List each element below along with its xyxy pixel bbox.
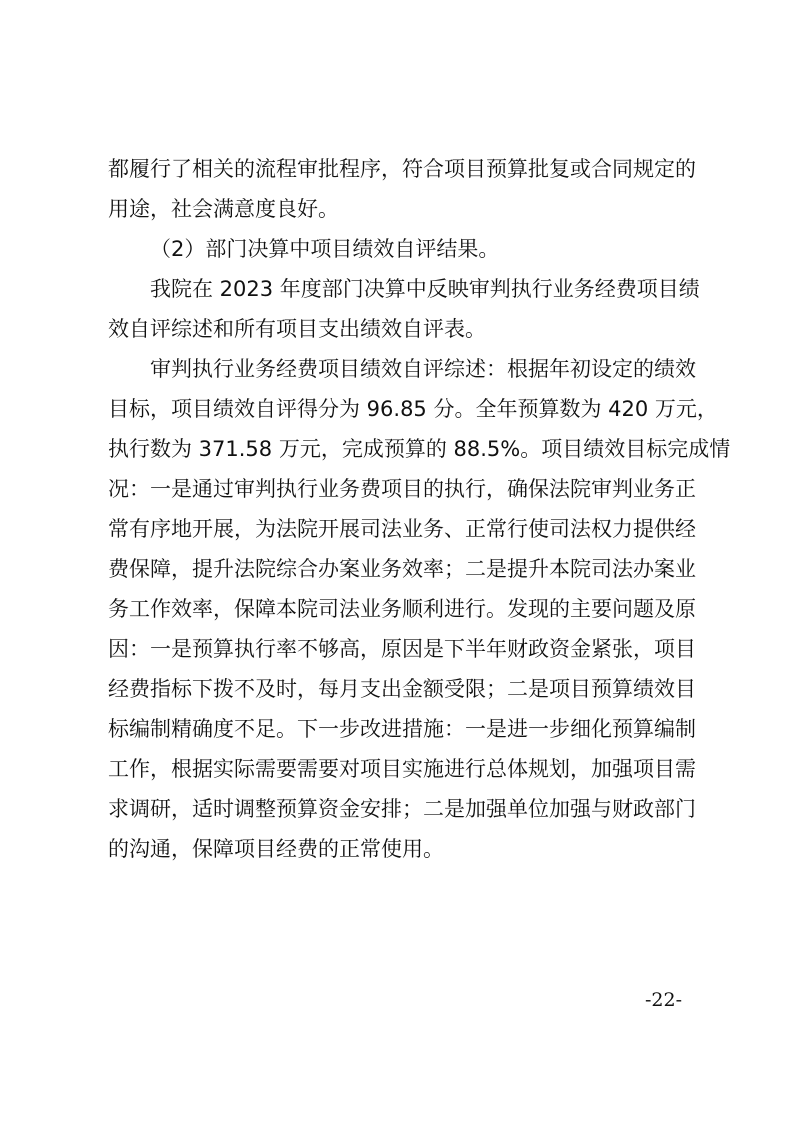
paragraph-line: 审判执行业务经费项目绩效自评综述：根据年初设定的绩效: [150, 357, 696, 381]
section-heading: （2）部门决算中项目绩效自评结果。: [150, 237, 500, 261]
paragraph-line: 都履行了相关的流程审批程序，符合项目预算批复或合同规定的: [108, 157, 696, 181]
paragraph-line: 况：一是通过审判执行业务费项目的执行，确保法院审判业务正: [108, 477, 696, 501]
paragraph-line: 费保障，提升法院综合办案业务效率；二是提升本院司法办案业: [108, 557, 696, 581]
paragraph-line: 我院在 2023 年度部门决算中反映审判执行业务经费项目绩: [150, 277, 700, 301]
paragraph-line: 常有序地开展，为法院开展司法业务、正常行使司法权力提供经: [108, 517, 696, 541]
paragraph-line: 执行数为 371.58 万元，完成预算的 88.5%。项目绩效目标完成情: [108, 437, 731, 461]
paragraph-line: 务工作效率，保障本院司法业务顺利进行。发现的主要问题及原: [108, 597, 696, 621]
paragraph-line: 的沟通，保障项目经费的正常使用。: [108, 837, 444, 861]
page-number: -22-: [645, 989, 683, 1011]
paragraph-line: 因：一是预算执行率不够高，原因是下半年财政资金紧张，项目: [108, 637, 696, 661]
paragraph-line: 工作，根据实际需要需要对项目实施进行总体规划，加强项目需: [108, 757, 696, 781]
paragraph-line: 效自评综述和所有项目支出绩效自评表。: [108, 317, 486, 341]
paragraph-line: 目标，项目绩效自评得分为 96.85 分。全年预算数为 420 万元，: [108, 397, 718, 421]
paragraph-line: 用途，社会满意度良好。: [108, 197, 339, 221]
paragraph-line: 求调研，适时调整预算资金安排；二是加强单位加强与财政部门: [108, 797, 696, 821]
paragraph-line: 经费指标下拨不及时，每月支出金额受限；二是项目预算绩效目: [108, 677, 696, 701]
paragraph-line: 标编制精确度不足。下一步改进措施：一是进一步细化预算编制: [108, 717, 696, 741]
